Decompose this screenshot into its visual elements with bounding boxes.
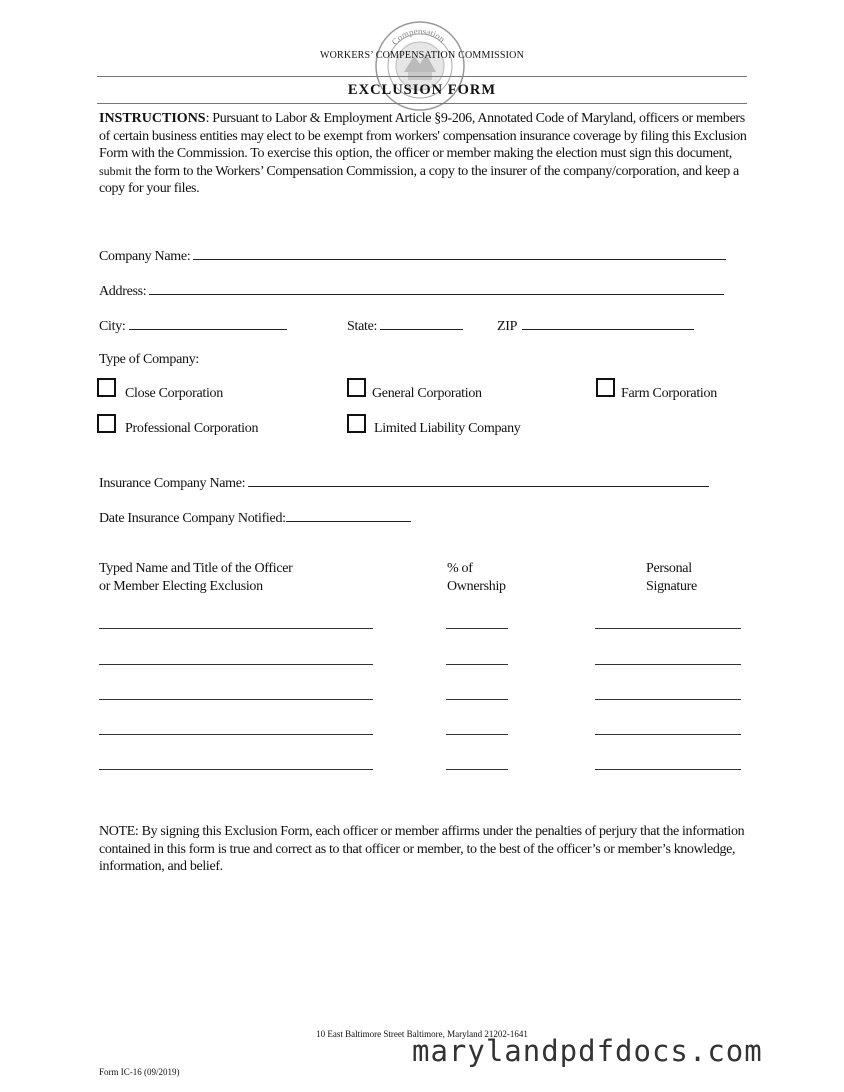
ownership-header-line1: % of [447, 561, 473, 576]
officer-name-line-5[interactable] [99, 769, 373, 770]
general-corporation-label: General Corporation [372, 386, 482, 401]
insurance-company-row [99, 474, 709, 492]
site-watermark: marylandpdfdocs.com [412, 1034, 763, 1068]
officer-name-line-2[interactable] [99, 664, 373, 665]
date-notified-field[interactable] [286, 509, 411, 522]
limited-liability-company-label: Limited Liability Company [374, 421, 521, 436]
perjury-note: NOTE: By signing this Exclusion Form, each officer or member affirms under the penalties of perjury that the information contained in this form is true and correct as to that officer or member, to the best of the officer’s or member’s knowledge, information, and belief. [99, 824, 745, 874]
company-name-field[interactable] [193, 247, 726, 260]
signature-line-2[interactable] [595, 664, 741, 665]
form-id: Form IC-16 (09/2019) [99, 1067, 180, 1077]
address-label: Address: [99, 284, 147, 299]
svg-text:Compensation: Compensation [389, 25, 447, 47]
agency-name: WORKERS’ COMPENSATION COMMISSION [319, 50, 524, 61]
instructions-label: INSTRUCTIONS [99, 111, 206, 126]
officer-name-header-line1: Typed Name and Title of the Officer [99, 561, 293, 576]
ownership-line-2[interactable] [446, 664, 508, 665]
signature-header-line1: Personal [646, 561, 692, 576]
type-of-company-label: Type of Company: [99, 352, 199, 367]
company-name-row [99, 247, 726, 265]
state-row [347, 317, 463, 335]
date-notified-label: Date Insurance Company Notified: [99, 511, 286, 526]
professional-corporation-label: Professional Corporation [125, 421, 259, 436]
officer-name-line-3[interactable] [99, 699, 373, 700]
signature-line-5[interactable] [595, 769, 741, 770]
instructions-text-end: the form to the Workers’ Compensation Commission, a copy to the insurer of the company/corporation, and keep a copy for your files. [99, 163, 739, 196]
general-corporation-checkbox[interactable] [347, 378, 366, 397]
footer-address: 10 East Baltimore Street Baltimore, Maryland 21202-1641 [316, 1029, 528, 1039]
ownership-column-header [447, 560, 506, 596]
officer-name-line-4[interactable] [99, 734, 373, 735]
signature-line-4[interactable] [595, 734, 741, 735]
limited-liability-company-checkbox[interactable] [347, 414, 366, 433]
city-field[interactable] [129, 317, 287, 330]
ownership-line-4[interactable] [446, 734, 508, 735]
farm-corporation-label: Farm Corporation [621, 386, 717, 401]
officer-name-header-line2: or Member Electing Exclusion [99, 579, 263, 594]
zip-field[interactable] [522, 317, 694, 330]
company-name-label: Company Name: [99, 249, 191, 264]
date-notified-row [99, 509, 411, 527]
state-field[interactable] [380, 317, 463, 330]
insurance-company-field[interactable] [248, 474, 709, 487]
form-title: EXCLUSION FORM [347, 82, 497, 98]
zip-label: ZIP [497, 319, 518, 334]
city-label: City: [99, 319, 126, 334]
header-rule-bottom [97, 103, 747, 104]
signature-header-line2: Signature [646, 579, 697, 594]
city-row [99, 317, 287, 335]
signature-column-header [646, 560, 697, 596]
officer-name-line-1[interactable] [99, 628, 373, 629]
state-label: State: [347, 319, 378, 334]
zip-row [497, 317, 694, 335]
ownership-line-1[interactable] [446, 628, 508, 629]
signature-line-1[interactable] [595, 628, 741, 629]
ownership-header-line2: Ownership [447, 579, 506, 594]
farm-corporation-checkbox[interactable] [596, 378, 615, 397]
close-corporation-label: Close Corporation [125, 386, 223, 401]
ownership-line-3[interactable] [446, 699, 508, 700]
close-corporation-checkbox[interactable] [97, 378, 116, 397]
signature-line-3[interactable] [595, 699, 741, 700]
officer-name-column-header [99, 560, 293, 596]
instructions-paragraph [99, 110, 747, 198]
instructions-submit: submit [99, 163, 132, 178]
insurance-company-label: Insurance Company Name: [99, 476, 246, 491]
instructions-text: : Pursuant to Labor & Employment Article §9-206, Annotated Code of Maryland, officers or members of certain business entities may elect to be exempt from workers' compensation insurance coverage by filing this Exclusion Form with the Commission. To exercise this option, the officer or member making the election must sign this document, [99, 111, 747, 161]
header-rule-top [97, 76, 747, 77]
ownership-line-5[interactable] [446, 769, 508, 770]
address-row [99, 282, 724, 300]
address-field[interactable] [149, 282, 724, 295]
professional-corporation-checkbox[interactable] [97, 414, 116, 433]
